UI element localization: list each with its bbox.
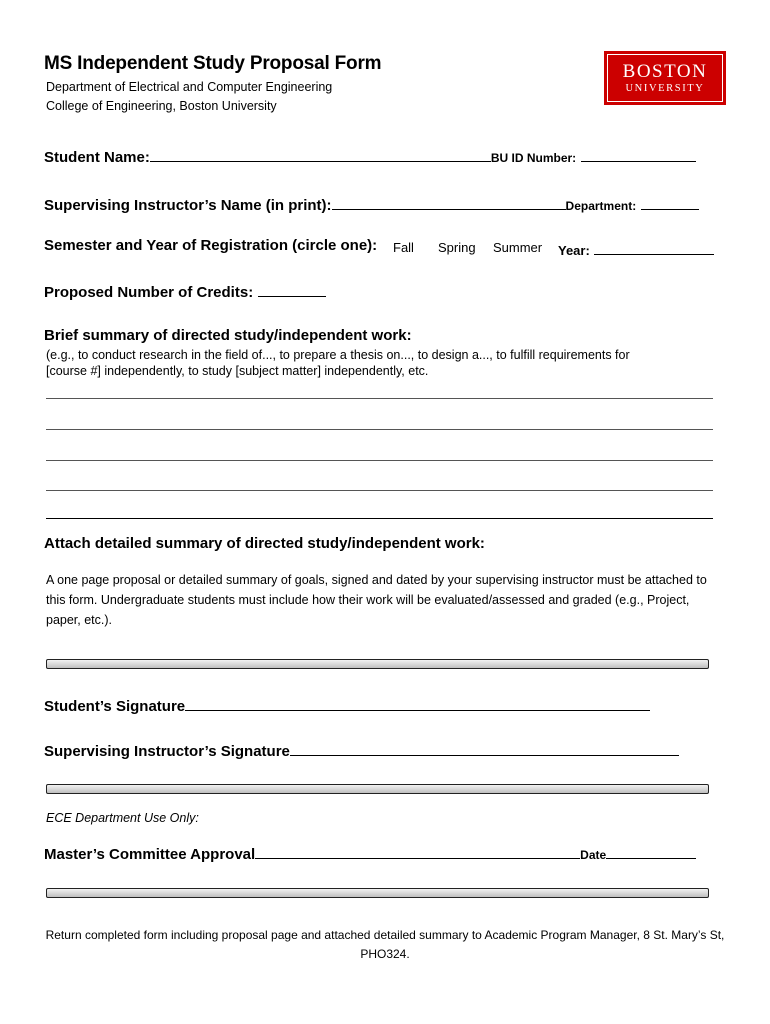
department-label: Department:	[565, 199, 637, 213]
year-label: Year:	[558, 243, 590, 258]
bu-id-label: BU ID Number:	[490, 151, 577, 165]
semester-option-fall[interactable]: Fall	[393, 240, 414, 255]
summary-heading: Brief summary of directed study/independent work:	[44, 327, 412, 344]
student-signature-field[interactable]	[185, 696, 650, 711]
student-name-label: Student Name:	[44, 149, 150, 166]
credits-field[interactable]	[258, 282, 326, 297]
logo-line-1: BOSTON	[622, 60, 708, 82]
credits-row	[44, 282, 326, 302]
year-row	[558, 240, 714, 260]
department-field[interactable]	[641, 195, 699, 210]
page-title: MS Independent Study Proposal Form	[44, 53, 382, 74]
summary-line[interactable]	[46, 490, 713, 491]
college-subtitle: College of Engineering, Boston University	[46, 99, 277, 113]
semester-option-summer[interactable]: Summer	[493, 240, 543, 255]
attach-heading: Attach detailed summary of directed study/independent work:	[44, 535, 485, 552]
supervisor-signature-field[interactable]	[290, 741, 679, 756]
semester-option-spring[interactable]: Spring	[438, 240, 476, 255]
date-label: Date	[580, 848, 607, 862]
student-signature-label: Student’s Signature	[44, 698, 186, 715]
student-name-field[interactable]	[150, 147, 491, 162]
logo-line-2: UNIVERSITY	[625, 82, 705, 94]
department-use-label: ECE Department Use Only:	[46, 811, 199, 825]
summary-line[interactable]	[46, 398, 713, 399]
semester-row	[44, 237, 377, 255]
semester-label: Semester and Year of Registration (circle one):	[44, 237, 378, 254]
footer-instructions: Return completed form including proposal page and attached detailed summary to Academic Program Manager, 8 St. Mary’s St, PHO324.	[45, 928, 725, 961]
summary-hint-line-1: (e.g., to conduct research in the field of..., to prepare a thesis on..., to design a..., to fulfill requirements for	[46, 348, 630, 362]
supervisor-signature-label: Supervising Instructor’s Signature	[44, 743, 290, 760]
summary-line[interactable]	[46, 429, 713, 430]
summary-hint-line-2: [course #] independently, to study [subject matter] independently, etc.	[46, 364, 429, 378]
department-subtitle: Department of Electrical and Computer Engineering	[46, 80, 333, 94]
summary-line[interactable]	[46, 518, 713, 519]
summary-line[interactable]	[46, 460, 713, 461]
approval-row	[44, 844, 696, 864]
approval-field[interactable]	[255, 844, 580, 859]
student-signature-row	[44, 696, 650, 716]
year-field[interactable]	[594, 240, 714, 255]
supervisor-signature-row	[44, 741, 679, 761]
section-divider	[46, 888, 709, 898]
credits-label: Proposed Number of Credits:	[44, 284, 254, 301]
bu-id-field[interactable]	[581, 147, 696, 162]
student-name-row	[44, 147, 696, 167]
boston-university-logo	[604, 51, 726, 105]
supervisor-row	[44, 195, 699, 215]
supervisor-name-field[interactable]	[332, 195, 566, 210]
attach-body: A one page proposal or detailed summary of goals, signed and dated by your supervising instructor must be attached to this form. Undergraduate students must include how their work will be evaluated/assessed and graded (e.g., Project, paper, etc.).	[46, 573, 707, 627]
section-divider	[46, 784, 709, 794]
supervisor-name-label: Supervising Instructor’s Name (in print):	[44, 197, 332, 214]
date-field[interactable]	[606, 844, 696, 859]
approval-label: Master’s Committee Approval	[44, 846, 256, 863]
section-divider	[46, 659, 709, 669]
